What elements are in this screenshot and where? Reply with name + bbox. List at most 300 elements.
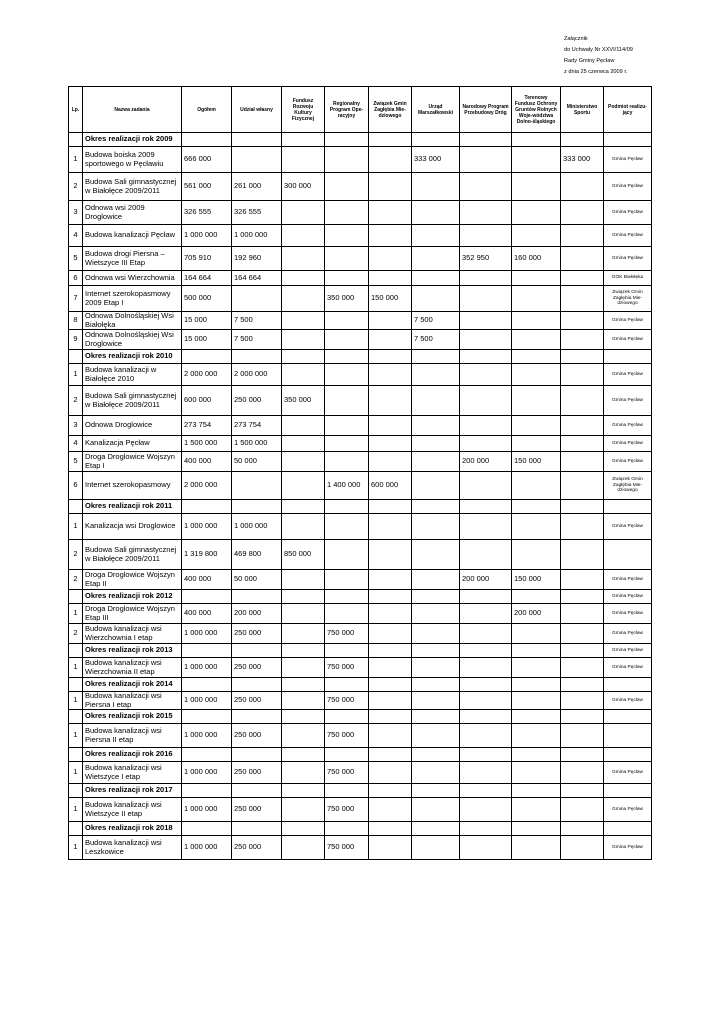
header-cell: Fundusz Rozwoju Kultury Fizycznej: [282, 87, 325, 133]
table-row: [69, 386, 652, 416]
cell-lp: 2: [69, 570, 83, 590]
cell-lp: 3: [69, 201, 83, 225]
table-row: [69, 271, 652, 286]
cell-pod: Gmina Pęcław: [604, 798, 652, 822]
header-cell: Narodowy Program Przebudowy Dróg: [460, 87, 512, 133]
cell-pod: Gmina Pęcław: [604, 386, 652, 416]
cell-pod: GOK Białołęka: [604, 271, 652, 286]
cell-podmiot: [604, 350, 652, 364]
period-title: Okres realizacji rok 2014: [83, 678, 182, 692]
cell-tf: [512, 386, 561, 416]
header-cell: Urząd Marszałkowski: [412, 87, 460, 133]
cell-ogolem: 1 000 000: [182, 624, 232, 644]
cell-rpo: 1 400 000: [325, 472, 369, 500]
table-row: [69, 798, 652, 822]
cell-ogolem: 15 000: [182, 330, 232, 350]
attachment-line: z dnia 25 czerwca 2009 r.: [564, 69, 628, 75]
period-title: Okres realizacji rok 2016: [83, 748, 182, 762]
cell-pod: Gmina Pęcław: [604, 436, 652, 452]
cell-ogolem: 164 664: [182, 271, 232, 286]
table-row: [69, 436, 652, 452]
table-row: [69, 312, 652, 330]
cell-name: Kanalizacja wsi Droglowice: [83, 514, 182, 540]
period-row: [69, 822, 652, 836]
cell-rpo: [325, 271, 369, 286]
cell-npp: [460, 386, 512, 416]
cell-ogolem: 500 000: [182, 286, 232, 312]
cell-ogolem: 1 000 000: [182, 724, 232, 748]
cell-lp: 4: [69, 436, 83, 452]
cell-ms: [561, 416, 604, 436]
cell-zg: [369, 762, 412, 784]
cell-rpo: [325, 436, 369, 452]
empty-cell: [282, 590, 325, 604]
cell-fkf: [282, 436, 325, 452]
cell-um: [412, 173, 460, 201]
cell-zg: [369, 330, 412, 350]
period-row: [69, 590, 652, 604]
cell-pod: Gmina Pęcław: [604, 452, 652, 472]
cell-um: 7 500: [412, 330, 460, 350]
empty-cell: [282, 822, 325, 836]
cell-fkf: [282, 201, 325, 225]
cell-um: [412, 604, 460, 624]
period-row: [69, 350, 652, 364]
cell-zg: [369, 312, 412, 330]
cell-ogolem: 400 000: [182, 452, 232, 472]
cell-npp: [460, 836, 512, 860]
cell-um: [412, 386, 460, 416]
empty-cell: [512, 678, 561, 692]
cell-wlasny: 192 960: [232, 247, 282, 271]
cell-fkf: [282, 658, 325, 678]
header-cell: Związek Gmin Zagłębia Mie-dziowego: [369, 87, 412, 133]
cell-zg: [369, 514, 412, 540]
cell-pod: Gmina Pęcław: [604, 836, 652, 860]
cell-podmiot: [604, 133, 652, 147]
cell-um: [412, 286, 460, 312]
empty-cell: [69, 784, 83, 798]
cell-fkf: [282, 364, 325, 386]
cell-rpo: [325, 452, 369, 472]
cell-ms: [561, 173, 604, 201]
cell-tf: [512, 540, 561, 570]
cell-pod: Gmina Pęcław: [604, 364, 652, 386]
cell-npp: [460, 798, 512, 822]
cell-tf: [512, 436, 561, 452]
cell-wlasny: 250 000: [232, 798, 282, 822]
period-title: Okres realizacji rok 2009: [83, 133, 182, 147]
cell-fkf: [282, 514, 325, 540]
empty-cell: [282, 784, 325, 798]
table-row: [69, 514, 652, 540]
cell-zg: [369, 798, 412, 822]
empty-cell: [232, 748, 282, 762]
cell-rpo: [325, 173, 369, 201]
cell-ogolem: 15 000: [182, 312, 232, 330]
cell-pod: Gmina Pęcław: [604, 247, 652, 271]
cell-pod: Gmina Pęcław: [604, 762, 652, 784]
cell-name: Budowa boiska 2009 sportowego w Pęcławiu: [83, 147, 182, 173]
cell-ms: [561, 514, 604, 540]
cell-fkf: [282, 312, 325, 330]
cell-zg: [369, 201, 412, 225]
cell-zg: [369, 604, 412, 624]
header-cell: Podmiot realizu-jący: [604, 87, 652, 133]
cell-name: Budowa kanalizacji wsi Wietszyce II etap: [83, 798, 182, 822]
empty-cell: [182, 678, 232, 692]
cell-rpo: [325, 604, 369, 624]
cell-lp: 5: [69, 452, 83, 472]
cell-um: [412, 570, 460, 590]
cell-ogolem: 326 555: [182, 201, 232, 225]
investment-table: [68, 86, 652, 860]
cell-tf: [512, 271, 561, 286]
cell-rpo: 750 000: [325, 658, 369, 678]
cell-name: Budowa Sali gimnastycznej w Białołęce 2009/2011: [83, 540, 182, 570]
cell-zg: [369, 570, 412, 590]
period-title: Okres realizacji rok 2013: [83, 644, 182, 658]
empty-cell: [232, 500, 282, 514]
empty-cell: [460, 748, 512, 762]
cell-pod: Gmina Pęcław: [604, 173, 652, 201]
cell-fkf: [282, 147, 325, 173]
cell-wlasny: [232, 147, 282, 173]
cell-fkf: [282, 624, 325, 644]
cell-pod: Gmina Pęcław: [604, 312, 652, 330]
empty-cell: [325, 748, 369, 762]
cell-um: [412, 472, 460, 500]
empty-cell: [325, 784, 369, 798]
cell-lp: 1: [69, 147, 83, 173]
empty-cell: [412, 133, 460, 147]
cell-npp: [460, 624, 512, 644]
cell-npp: [460, 330, 512, 350]
cell-zg: [369, 724, 412, 748]
cell-npp: [460, 286, 512, 312]
cell-ms: [561, 836, 604, 860]
cell-ms: [561, 312, 604, 330]
cell-rpo: [325, 247, 369, 271]
cell-rpo: [325, 540, 369, 570]
header-cell: Regionalny Program Ope-racyjny: [325, 87, 369, 133]
cell-fkf: [282, 330, 325, 350]
empty-cell: [460, 644, 512, 658]
empty-cell: [512, 500, 561, 514]
cell-zg: [369, 540, 412, 570]
table-row: [69, 452, 652, 472]
cell-podmiot: Gmina Pęcław: [604, 590, 652, 604]
cell-npp: [460, 225, 512, 247]
cell-lp: 9: [69, 330, 83, 350]
empty-cell: [460, 710, 512, 724]
empty-cell: [512, 822, 561, 836]
cell-npp: [460, 173, 512, 201]
cell-tf: 200 000: [512, 604, 561, 624]
table-row: [69, 624, 652, 644]
cell-wlasny: 1 000 000: [232, 514, 282, 540]
cell-pod: Gmina Pęcław: [604, 225, 652, 247]
empty-cell: [325, 133, 369, 147]
empty-cell: [69, 133, 83, 147]
cell-fkf: [282, 692, 325, 710]
cell-ogolem: 1 000 000: [182, 514, 232, 540]
cell-zg: 150 000: [369, 286, 412, 312]
cell-npp: [460, 658, 512, 678]
period-title: Okres realizacji rok 2017: [83, 784, 182, 798]
empty-cell: [561, 748, 604, 762]
cell-zg: [369, 452, 412, 472]
cell-tf: [512, 416, 561, 436]
cell-npp: [460, 472, 512, 500]
empty-cell: [69, 710, 83, 724]
empty-cell: [69, 678, 83, 692]
cell-tf: [512, 762, 561, 784]
cell-zg: [369, 692, 412, 710]
cell-name: Budowa kanalizacji wsi Wierzchownia I etap: [83, 624, 182, 644]
empty-cell: [561, 784, 604, 798]
cell-zg: [369, 364, 412, 386]
empty-cell: [232, 784, 282, 798]
empty-cell: [460, 822, 512, 836]
cell-podmiot: [604, 710, 652, 724]
empty-cell: [460, 784, 512, 798]
empty-cell: [460, 590, 512, 604]
header-cell: Nazwa zadania: [83, 87, 182, 133]
cell-tf: 160 000: [512, 247, 561, 271]
cell-rpo: 750 000: [325, 762, 369, 784]
cell-wlasny: 469 800: [232, 540, 282, 570]
empty-cell: [182, 748, 232, 762]
cell-lp: 2: [69, 624, 83, 644]
empty-cell: [232, 678, 282, 692]
empty-cell: [182, 500, 232, 514]
empty-cell: [460, 678, 512, 692]
empty-cell: [182, 710, 232, 724]
empty-cell: [412, 748, 460, 762]
cell-fkf: [282, 271, 325, 286]
cell-name: Budowa Sali gimnastycznej w Białołęce 2009/2011: [83, 386, 182, 416]
cell-tf: [512, 514, 561, 540]
cell-fkf: [282, 798, 325, 822]
cell-fkf: [282, 604, 325, 624]
cell-tf: [512, 286, 561, 312]
cell-tf: 150 000: [512, 570, 561, 590]
cell-podmiot: [604, 822, 652, 836]
cell-rpo: 750 000: [325, 836, 369, 860]
cell-npp: [460, 762, 512, 784]
empty-cell: [182, 644, 232, 658]
empty-cell: [412, 822, 460, 836]
empty-cell: [325, 710, 369, 724]
period-row: [69, 500, 652, 514]
cell-ogolem: 1 500 000: [182, 436, 232, 452]
cell-wlasny: 50 000: [232, 452, 282, 472]
cell-fkf: [282, 225, 325, 247]
cell-rpo: [325, 570, 369, 590]
empty-cell: [232, 710, 282, 724]
attachment-note: [564, 34, 633, 78]
cell-wlasny: 7 500: [232, 330, 282, 350]
cell-lp: 7: [69, 286, 83, 312]
cell-name: Budowa drogi Piersna – Wietszyce III Etap: [83, 247, 182, 271]
cell-tf: [512, 624, 561, 644]
cell-podmiot: [604, 784, 652, 798]
cell-name: Droga Droglowice Wojszyn Etap III: [83, 604, 182, 624]
cell-name: Budowa kanalizacji w Białołęce 2010: [83, 364, 182, 386]
period-title: Okres realizacji rok 2015: [83, 710, 182, 724]
cell-um: [412, 762, 460, 784]
cell-zg: [369, 658, 412, 678]
cell-name: Droga Droglowice Wojszyn Etap I: [83, 452, 182, 472]
cell-rpo: 750 000: [325, 724, 369, 748]
cell-rpo: 750 000: [325, 692, 369, 710]
cell-ms: [561, 225, 604, 247]
empty-cell: [325, 678, 369, 692]
period-row: [69, 644, 652, 658]
table-row: [69, 604, 652, 624]
cell-ogolem: 600 000: [182, 386, 232, 416]
period-title: Okres realizacji rok 2011: [83, 500, 182, 514]
cell-tf: 150 000: [512, 452, 561, 472]
cell-ogolem: 1 000 000: [182, 836, 232, 860]
cell-ms: [561, 762, 604, 784]
cell-name: Internet szerokopasmowy: [83, 472, 182, 500]
cell-um: [412, 271, 460, 286]
cell-ms: [561, 201, 604, 225]
cell-npp: [460, 271, 512, 286]
empty-cell: [282, 644, 325, 658]
header-cell: Udział własny: [232, 87, 282, 133]
period-title: Okres realizacji rok 2012: [83, 590, 182, 604]
cell-podmiot: [604, 500, 652, 514]
cell-fkf: [282, 416, 325, 436]
cell-wlasny: 250 000: [232, 692, 282, 710]
cell-ogolem: 1 000 000: [182, 798, 232, 822]
empty-cell: [369, 644, 412, 658]
empty-cell: [561, 350, 604, 364]
period-title: Okres realizacji rok 2018: [83, 822, 182, 836]
cell-name: Budowa kanalizacji wsi Wierzchownia II etap: [83, 658, 182, 678]
cell-npp: [460, 436, 512, 452]
empty-cell: [282, 500, 325, 514]
cell-tf: [512, 201, 561, 225]
period-row: [69, 133, 652, 147]
cell-lp: 6: [69, 271, 83, 286]
cell-lp: 1: [69, 692, 83, 710]
cell-ms: [561, 692, 604, 710]
empty-cell: [369, 748, 412, 762]
cell-tf: [512, 472, 561, 500]
header-cell: Lp.: [69, 87, 83, 133]
cell-um: [412, 624, 460, 644]
empty-cell: [412, 784, 460, 798]
cell-lp: 2: [69, 386, 83, 416]
table-row: [69, 570, 652, 590]
empty-cell: [369, 822, 412, 836]
cell-podmiot: [604, 748, 652, 762]
attachment-line: do Uchwały Nr XXVI/114/09: [564, 47, 633, 53]
cell-fkf: [282, 570, 325, 590]
cell-pod: Gmina Pęcław: [604, 624, 652, 644]
cell-ogolem: 400 000: [182, 604, 232, 624]
cell-zg: [369, 147, 412, 173]
cell-name: Budowa kanalizacji wsi Leszkowice: [83, 836, 182, 860]
table-row: [69, 692, 652, 710]
table-row: [69, 201, 652, 225]
cell-ms: [561, 436, 604, 452]
cell-wlasny: 1 500 000: [232, 436, 282, 452]
empty-cell: [182, 822, 232, 836]
cell-name: Budowa kanalizacji Pęcław: [83, 225, 182, 247]
table-row: [69, 330, 652, 350]
empty-cell: [412, 500, 460, 514]
period-row: [69, 784, 652, 798]
cell-rpo: [325, 386, 369, 416]
empty-cell: [69, 748, 83, 762]
cell-wlasny: 50 000: [232, 570, 282, 590]
cell-zg: 600 000: [369, 472, 412, 500]
empty-cell: [282, 133, 325, 147]
cell-pod: Związek Gmin Zagłębia Mie-dziowego: [604, 286, 652, 312]
cell-rpo: [325, 330, 369, 350]
table-row: [69, 416, 652, 436]
empty-cell: [69, 590, 83, 604]
cell-rpo: [325, 147, 369, 173]
cell-name: Odnowa Dolnośląskiej Wsi Droglowice: [83, 330, 182, 350]
cell-wlasny: 164 664: [232, 271, 282, 286]
cell-lp: 1: [69, 762, 83, 784]
table-row: [69, 364, 652, 386]
cell-rpo: 750 000: [325, 798, 369, 822]
empty-cell: [412, 678, 460, 692]
empty-cell: [561, 822, 604, 836]
cell-lp: 4: [69, 225, 83, 247]
empty-cell: [369, 710, 412, 724]
empty-cell: [512, 784, 561, 798]
empty-cell: [69, 822, 83, 836]
cell-name: Odnowa Droglowice: [83, 416, 182, 436]
cell-ms: [561, 286, 604, 312]
cell-fkf: [282, 472, 325, 500]
cell-fkf: 300 000: [282, 173, 325, 201]
cell-tf: [512, 312, 561, 330]
cell-npp: [460, 312, 512, 330]
cell-pod: Gmina Pęcław: [604, 514, 652, 540]
cell-rpo: [325, 312, 369, 330]
cell-lp: 1: [69, 604, 83, 624]
cell-ms: [561, 472, 604, 500]
empty-cell: [460, 133, 512, 147]
empty-cell: [561, 644, 604, 658]
empty-cell: [412, 350, 460, 364]
cell-name: Droga Droglowice Wojszyn Etap II: [83, 570, 182, 590]
cell-ms: [561, 364, 604, 386]
cell-wlasny: 250 000: [232, 762, 282, 784]
attachment-line: Załącznik: [564, 36, 588, 42]
table-row: [69, 658, 652, 678]
cell-ms: [561, 330, 604, 350]
cell-wlasny: 250 000: [232, 836, 282, 860]
cell-um: [412, 364, 460, 386]
cell-lp: 2: [69, 173, 83, 201]
empty-cell: [561, 590, 604, 604]
cell-lp: 8: [69, 312, 83, 330]
table-row: [69, 225, 652, 247]
empty-cell: [369, 678, 412, 692]
cell-ogolem: 705 910: [182, 247, 232, 271]
cell-npp: 352 950: [460, 247, 512, 271]
